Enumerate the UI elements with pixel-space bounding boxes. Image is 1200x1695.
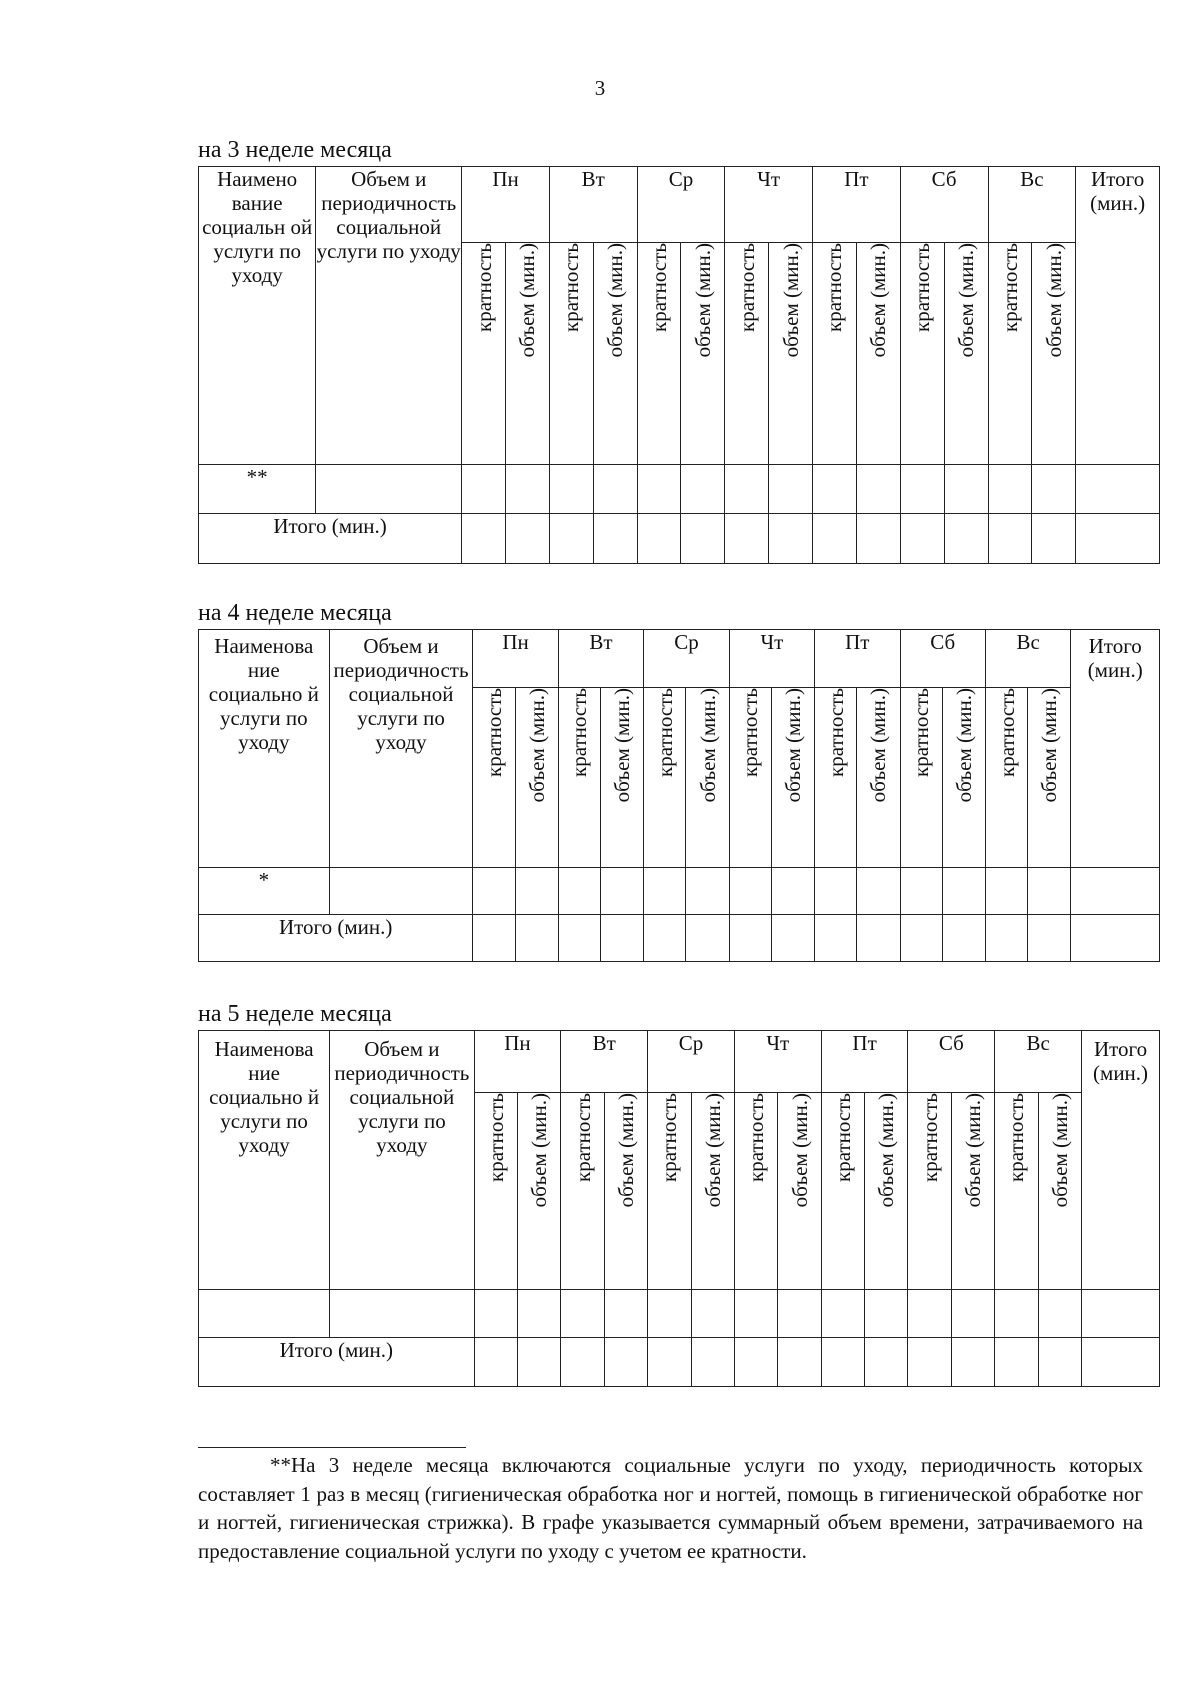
frequency-subheader: кратность [821, 1093, 864, 1290]
day-sat-header: Сб [908, 1031, 995, 1093]
volume-subheader: объем (мин.) [686, 688, 729, 868]
day-wed-header: Ср [648, 1031, 735, 1093]
volume-subheader: объем (мин.) [691, 1093, 734, 1290]
service-row [199, 1290, 1160, 1338]
frequency-subheader: кратность [908, 1093, 951, 1290]
day-sun-header: Вс [985, 630, 1070, 688]
week-5-section [198, 1000, 1160, 1387]
footnote-text: **На 3 неделе месяца включаются социальные услуги по уходу, периодичность которых составляет 1 раз в месяц (гигиеническая обработка ног и ногтей, помощь в гигиенической обработке ног и ногтей, гигиеническая стрижка). В графе указывается суммарный объем времени, затрачиваемого на предоставление социальной услуги по уходу с учетом ее кратности. [198, 1453, 1143, 1563]
total-column-header: Итого (мин.) [1082, 1031, 1160, 1290]
total-row [199, 915, 1160, 962]
volume-subheader: объем (мин.) [1032, 243, 1076, 465]
volume-subheader: объем (мин.) [593, 243, 637, 465]
schedule-table [198, 1030, 1160, 1387]
day-sun-header: Вс [995, 1031, 1082, 1093]
schedule-table [198, 629, 1160, 962]
day-thu-header: Чт [734, 1031, 821, 1093]
section-title: на 3 неделе месяца [198, 137, 392, 163]
empty-cell [329, 868, 473, 915]
day-fri-header: Пт [821, 1031, 908, 1093]
day-mon-header: Пн [462, 167, 550, 243]
day-fri-header: Пт [815, 630, 900, 688]
frequency-subheader: кратность [725, 243, 769, 465]
frequency-subheader: кратность [644, 688, 686, 868]
volume-column-header: Объем и периодичность социальной услуги по уходу [330, 1031, 474, 1290]
service-row [199, 465, 1160, 514]
frequency-subheader: кратность [900, 243, 944, 465]
week-4-section [198, 599, 1160, 962]
volume-subheader: объем (мин.) [944, 243, 988, 465]
schedule-table [198, 166, 1160, 564]
name-column-header: Наимено вание социальн ой услуги по уходу [199, 167, 316, 465]
volume-subheader: объем (мин.) [857, 688, 900, 868]
frequency-subheader: кратность [815, 688, 857, 868]
volume-subheader: объем (мин.) [1028, 688, 1071, 868]
frequency-subheader: кратность [729, 688, 771, 868]
empty-cell [330, 1290, 474, 1338]
total-row-label: Итого (мин.) [199, 1338, 475, 1387]
empty-cell [316, 465, 462, 514]
frequency-subheader: кратность [985, 688, 1027, 868]
service-row [199, 868, 1160, 915]
total-column-header: Итого (мин.) [1076, 167, 1160, 465]
day-thu-header: Чт [729, 630, 814, 688]
volume-subheader: объем (мин.) [856, 243, 900, 465]
volume-subheader: объем (мин.) [778, 1093, 821, 1290]
volume-subheader: объем (мин.) [771, 688, 814, 868]
frequency-subheader: кратность [637, 243, 681, 465]
name-column-header: Наименова ние социально й услуги по уходу [199, 630, 330, 868]
day-tue-header: Вт [561, 1031, 648, 1093]
name-column-header: Наименова ние социально й услуги по уходу [199, 1031, 330, 1290]
volume-column-header: Объем и периодичность социальной услуги по уходу [329, 630, 473, 868]
day-fri-header: Пт [813, 167, 901, 243]
day-sun-header: Вс [988, 167, 1076, 243]
day-tue-header: Вт [558, 630, 643, 688]
frequency-subheader: кратность [988, 243, 1032, 465]
frequency-subheader: кратность [558, 688, 600, 868]
day-mon-header: Пн [473, 630, 558, 688]
day-wed-header: Ср [637, 167, 725, 243]
volume-subheader: объем (мин.) [601, 688, 644, 868]
volume-subheader: объем (мин.) [865, 1093, 908, 1290]
volume-subheader: объем (мин.) [951, 1093, 994, 1290]
volume-subheader: объем (мин.) [942, 688, 985, 868]
volume-subheader: объем (мин.) [604, 1093, 647, 1290]
volume-subheader: объем (мин.) [515, 688, 558, 868]
section-title: на 5 неделе месяца [198, 1001, 392, 1027]
day-tue-header: Вт [549, 167, 637, 243]
day-wed-header: Ср [644, 630, 729, 688]
frequency-subheader: кратность [462, 243, 506, 465]
footnote-divider [198, 1447, 466, 1448]
frequency-subheader: кратность [549, 243, 593, 465]
day-mon-header: Пн [474, 1031, 561, 1093]
frequency-subheader: кратность [561, 1093, 604, 1290]
volume-subheader: объем (мин.) [1038, 1093, 1081, 1290]
frequency-subheader: кратность [900, 688, 942, 868]
day-sat-header: Сб [900, 167, 988, 243]
service-name-cell: ** [199, 465, 316, 514]
page-number: 3 [594, 76, 606, 100]
total-row-label: Итого (мин.) [199, 514, 462, 564]
volume-subheader: объем (мин.) [769, 243, 813, 465]
frequency-subheader: кратность [734, 1093, 777, 1290]
week-3-section [198, 136, 1160, 564]
section-title: на 4 неделе месяца [198, 600, 392, 626]
frequency-subheader: кратность [813, 243, 857, 465]
volume-column-header: Объем и периодичность социальной услуги по уходу [316, 167, 462, 465]
total-row-label: Итого (мин.) [199, 915, 473, 962]
volume-subheader: объем (мин.) [681, 243, 725, 465]
service-name-cell [199, 1290, 330, 1338]
day-sat-header: Сб [900, 630, 985, 688]
total-row [199, 514, 1160, 564]
day-thu-header: Чт [725, 167, 813, 243]
volume-subheader: объем (мин.) [506, 243, 550, 465]
total-column-header: Итого (мин.) [1071, 630, 1160, 868]
volume-subheader: объем (мин.) [517, 1093, 560, 1290]
frequency-subheader: кратность [995, 1093, 1038, 1290]
frequency-subheader: кратность [473, 688, 515, 868]
frequency-subheader: кратность [648, 1093, 691, 1290]
total-row [199, 1338, 1160, 1387]
frequency-subheader: кратность [474, 1093, 517, 1290]
service-name-cell: * [199, 868, 330, 915]
